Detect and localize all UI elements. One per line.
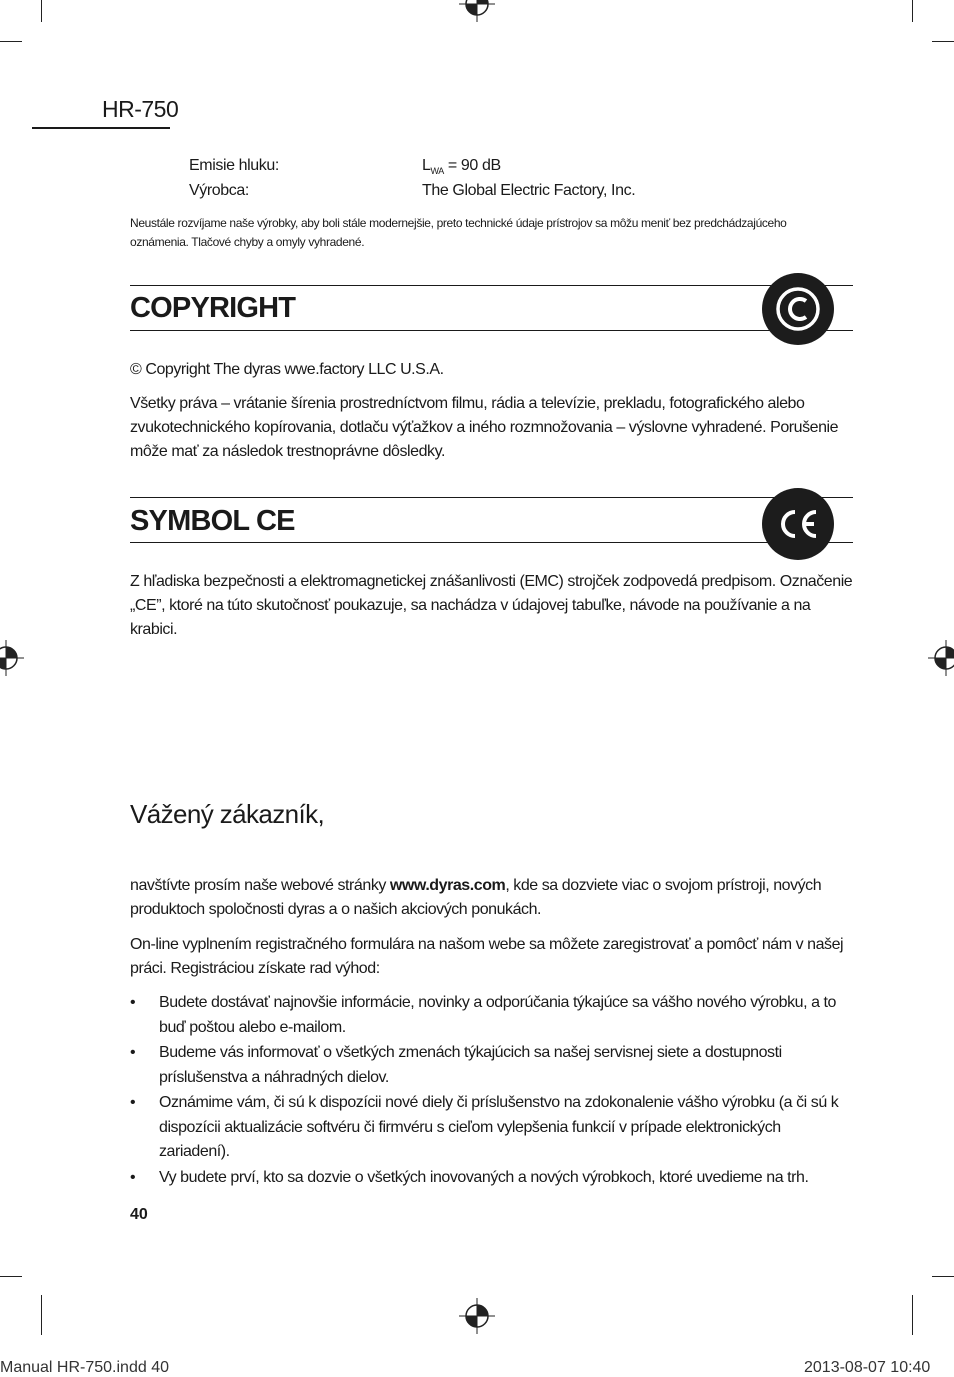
crop-mark — [932, 1276, 954, 1277]
section-title-ce: SYMBOL CE — [130, 505, 295, 537]
website-link[interactable]: www.dyras.com — [389, 877, 506, 894]
spec-value: The Global Electric Factory, Inc. — [422, 182, 636, 199]
crop-mark — [912, 1295, 913, 1335]
spec-value: $L_{WA} = 90$ dB — [422, 157, 501, 177]
section-rule-bottom — [130, 542, 853, 543]
print-footer-date: 2013-08-07 10:40 — [804, 1359, 931, 1376]
registration-mark-icon — [459, 1298, 495, 1334]
registration-mark-icon — [928, 640, 954, 676]
disclaimer-note: Neustále rozvíjame naše výrobky, aby boli stále modernejšie, preto technické údaje prístrojov sa môžu meniť bez predchádzajúceho oznámenia. Tlačové chyby a omyly vyhradené. — [130, 216, 787, 249]
section-rule-top — [130, 497, 853, 498]
greeting: Vážený zákazník, — [130, 799, 325, 829]
registration-text: On-line vyplnením registračného formulára na našom webe sa môžete zaregistrovať a pomôcť nám v našej práci. Registráciou získate rad výhod: — [130, 936, 844, 977]
page-number: 40 — [130, 1206, 148, 1223]
copyright-icon — [762, 273, 834, 345]
crop-mark — [41, 0, 42, 22]
crop-mark — [0, 41, 22, 42]
registration-mark-icon — [0, 640, 24, 676]
ce-mark-icon — [762, 488, 834, 560]
header-rule — [32, 127, 170, 129]
crop-mark — [932, 41, 954, 42]
section-rule-bottom — [130, 330, 853, 331]
crop-mark — [912, 0, 913, 22]
list-item: • Budete dostávať najnovšie informácie, novinky a odporúčania týkajúce sa vášho nového výrobku, a to buď poštou alebo e-mailom. — [130, 991, 855, 1040]
crop-mark — [41, 1295, 42, 1335]
list-item: • Budeme vás informovať o všetkých zmenách týkajúcich sa našej servisnej siete a dostupnosti príslušenstva a náhradných dielov. — [130, 1041, 855, 1090]
copyright-text: Všetky práva – vrátanie šírenia prostredníctvom filmu, rádia a televízie, prekladu, fotografického alebo zvukotechnického kopírovania, dotlaču výťažkov a iného rozmnožovania – výslovne vyhradené. Porušenie môže mať za následok trestnoprávne dôsledky. — [130, 395, 839, 460]
copyright-line: © Copyright The dyras wwe.factory LLC U.S.A. — [130, 361, 444, 378]
list-item: • Vy budete prví, kto sa dozvie o všetkých inovovaných a nových výrobkoch, ktoré uvedieme na trh. — [130, 1166, 855, 1191]
registration-mark-icon — [459, 0, 495, 22]
section-rule-top — [130, 285, 853, 286]
ce-text: Z hľadiska bezpečnosti a elektromagnetickej znášanlivosti (EMC) strojček zodpovedá predpisom. Označenie „CE”, ktoré na túto skutočnosť poukazuje, sa nachádza v údajovej tabuľke, návode na používanie a na krabici. — [130, 573, 853, 638]
crop-mark — [0, 1276, 22, 1277]
visit-website-text: navštívte prosím naše webové stránky www.dyras.com, kde sa dozviete viac o svojom prístroji, nových produktoch spoločnosti dyras a o našich akciových ponukách. — [130, 877, 822, 918]
model-name: HR-750 — [102, 96, 179, 122]
spec-label: Výrobca: — [189, 182, 249, 199]
spec-label: Emisie hluku: — [189, 157, 279, 174]
benefits-list — [130, 991, 855, 1191]
print-footer-file: Manual HR-750.indd 40 — [0, 1359, 169, 1376]
list-item: • Oznámime vám, či sú k dispozícii nové diely či príslušenstvo na zdokonalenie vášho výrobku (a či sú k dispozícii aktualizácie softvéru či firmvéru s cieľom vylepšenia funkcií v prípade elektronických zariadení). — [130, 1091, 855, 1165]
section-title-copyright: COPYRIGHT — [130, 292, 296, 324]
